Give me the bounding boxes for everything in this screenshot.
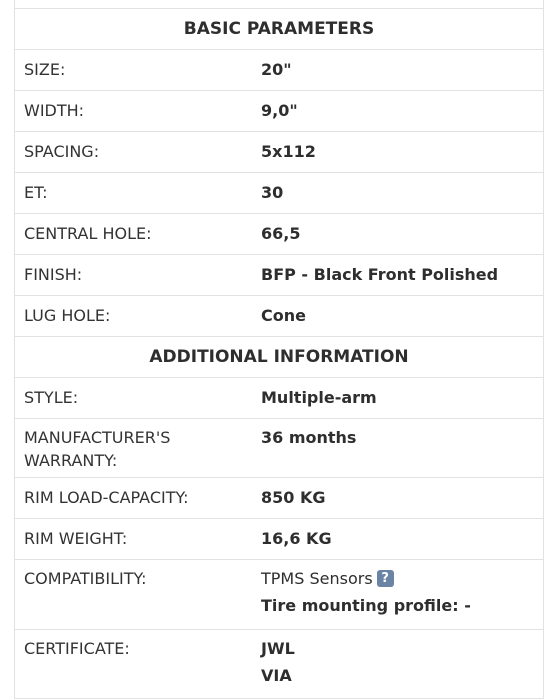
row-value: BFP - Black Front Polished <box>261 265 499 284</box>
row-label: WIDTH: <box>24 101 85 120</box>
row-lug-hole <box>15 296 543 337</box>
basic-parameters-heading: BASIC PARAMETERS <box>15 9 543 50</box>
row-label: LUG HOLE: <box>24 306 111 325</box>
row-finish <box>15 255 543 296</box>
warranty-label-line2: WARRANTY: <box>24 451 118 470</box>
row-value <box>261 560 543 629</box>
row-value: Cone <box>261 306 306 325</box>
row-label: COMPATIBILITY: <box>24 569 147 588</box>
row-warranty <box>15 419 543 478</box>
row-label <box>15 419 261 477</box>
row-certificate <box>15 630 543 699</box>
row-load-capacity <box>15 478 543 519</box>
row-label: CERTIFICATE: <box>24 639 130 658</box>
row-label: ET: <box>24 183 48 202</box>
compatibility-line2: Tire mounting profile: - <box>261 596 471 615</box>
compatibility-line1 <box>261 567 543 594</box>
row-et <box>15 173 543 214</box>
row-value: 66,5 <box>261 224 301 243</box>
additional-information-heading: ADDITIONAL INFORMATION <box>15 337 543 378</box>
row-value: 5x112 <box>261 142 316 161</box>
row-style <box>15 378 543 419</box>
table-top-edge <box>15 0 543 9</box>
row-size <box>15 50 543 91</box>
row-width <box>15 91 543 132</box>
row-value: 16,6 KG <box>261 529 332 548</box>
row-value: Multiple-arm <box>261 388 377 407</box>
help-icon[interactable]: ? <box>377 570 394 587</box>
parameters-table <box>14 0 544 699</box>
row-central-hole <box>15 214 543 255</box>
row-value: 36 months <box>261 428 357 447</box>
row-label: STYLE: <box>24 388 79 407</box>
row-label: CENTRAL HOLE: <box>24 224 152 243</box>
row-value: 20" <box>261 60 292 79</box>
certificate-line1: JWL <box>261 639 295 658</box>
row-compatibility <box>15 560 543 630</box>
certificate-line2: VIA <box>261 666 292 685</box>
row-value: 850 KG <box>261 488 326 507</box>
row-label: RIM LOAD-CAPACITY: <box>24 488 189 507</box>
row-value: 9,0" <box>261 101 298 120</box>
row-label: SIZE: <box>24 60 66 79</box>
row-label: FINISH: <box>24 265 83 284</box>
warranty-label-line1: MANUFACTURER'S <box>24 428 171 447</box>
row-weight <box>15 519 543 560</box>
row-label: RIM WEIGHT: <box>24 529 128 548</box>
row-label: SPACING: <box>24 142 100 161</box>
row-value <box>261 630 543 698</box>
tpms-sensors-text: TPMS Sensors <box>261 569 373 588</box>
row-value: 30 <box>261 183 284 202</box>
row-spacing <box>15 132 543 173</box>
